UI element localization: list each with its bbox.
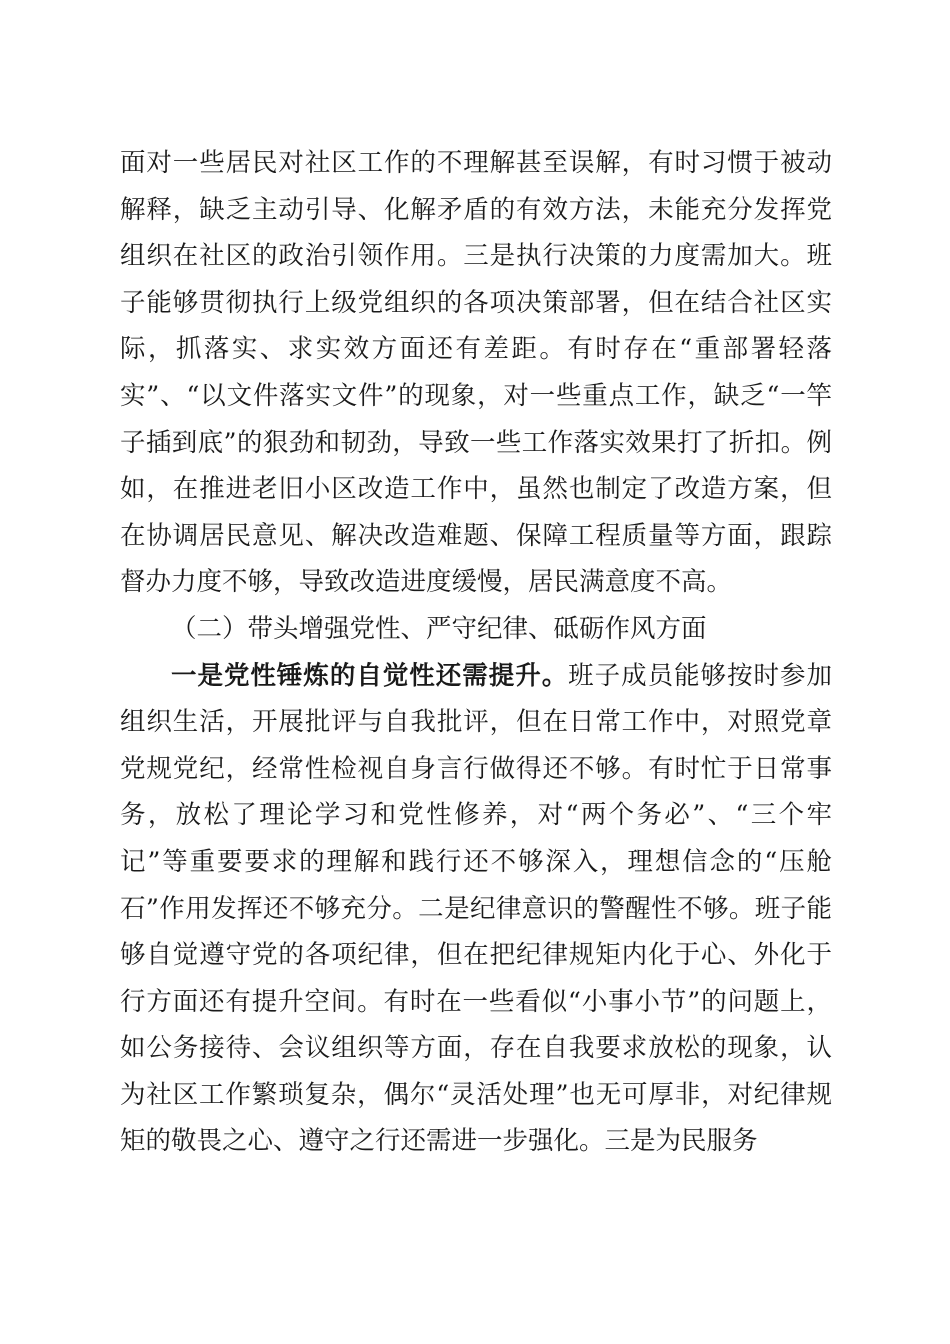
paragraph-2 [120,653,832,1166]
section-heading-2 [120,606,832,653]
section-heading-2-text: （二）带头增强党性、严守纪律、砥砺作风方面 [171,613,707,644]
paragraph-2-text: 班子成员能够按时参加组织生活，开展批评与自我批评，但在日常工作中，对照党章党规党纪，经常性检视自身言行做得还不够。有时忙于日常事务，放松了理论学习和党性修养，对“两个务必”、“三个牢记”等重要要求的理解和践行还不够深入，理想信念的“压舱石”作用发挥还不够充分。二是纪律意识的警醒性不够。班子能够自觉遵守党的各项纪律，但在把纪律规矩内化于心、外化于行方面还有提升空间。有时在一些看似“小事小节”的问题上，如公务接待、会议组织等方面，存在自我要求放松的现象，认为社区工作繁琐复杂，偶尔“灵活处理”也无可厚非，对纪律规矩的敬畏之心、遵守之行还需进一步强化。三是为民服务 [120,660,832,1157]
paragraph-2-lead: 一是党性锤炼的自觉性还需提升。 [171,660,569,691]
paragraph-continued [120,140,832,606]
document-body [120,140,832,1165]
paragraph-1-text: 面对一些居民对社区工作的不理解甚至误解，有时习惯于被动解释，缺乏主动引导、化解矛盾的有效方法，未能充分发挥党组织在社区的政治引领作用。三是执行决策的力度需加大。班子能够贯彻执行上级党组织的各项决策部署，但在结合社区实际，抓落实、求实效方面还有差距。有时存在“重部署轻落实”、“以文件落实文件”的现象，对一些重点工作，缺乏“一竿子插到底”的狠劲和韧劲，导致一些工作落实效果打了折扣。例如，在推进老旧小区改造工作中，虽然也制定了改造方案，但在协调居民意见、解决改造难题、保障工程质量等方面，跟踪督办力度不够，导致改造进度缓慢，居民满意度不高。 [120,148,832,598]
